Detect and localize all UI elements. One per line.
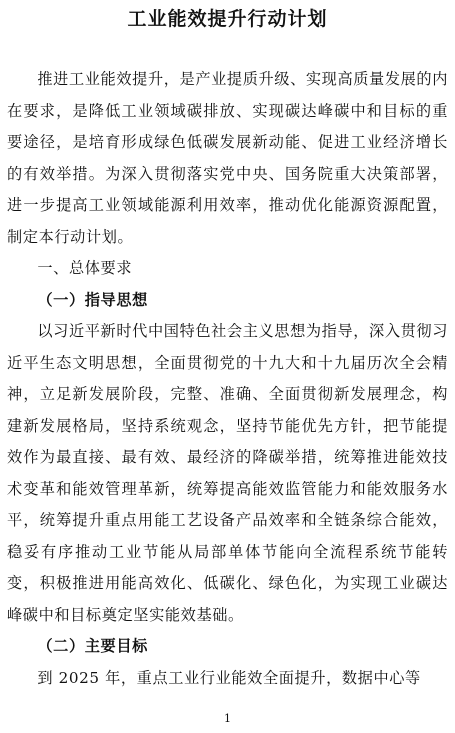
intro-paragraph: 推进工业能效提升，是产业提质升级、实现高质量发展的内在要求，是降低工业领域碳排放、实现碳达峰碳中和目标的重要途径，是培育形成绿色低碳发展新动能、促进工业经济增长的有效举措。为深入贯彻落实党中央、国务院重大决策部署，进一步提高工业领域能源利用效率，推动优化能源资源配置，制定本行动计划。 [7, 70, 448, 246]
subsection-heading-main-goals: （二）主要目标 [37, 637, 148, 655]
main-goals-paragraph: 到 2025 年，重点工业行业能效全面提升，数据中心等 [37, 668, 421, 687]
section-heading-general-requirements: 一、总体要求 [37, 259, 133, 277]
guiding-ideology-paragraph: 以习近平新时代中国特色社会主义思想为指导，深入贯彻习近平生态文明思想，全面贯彻党的十九大和十九届历次全会精神，立足新发展阶段，完整、准确、全面贯彻新发展理念，构建新发展格局，坚持系统观念，坚持节能优先方针，把节能提效作为最直接、最有效、最经济的降碳举措，统筹推进能效技术变革和能效管理革新，统筹提高能效监管能力和能效服务水平，统筹提升重点用能工艺设备产品效率和全链条综合能效，稳妥有序推动工业节能从局部单体节能向全流程系统节能转变，积极推进用能高效化、低碳化、绿色化，为实现工业碳达峰碳中和目标奠定坚实能效基础。 [7, 322, 448, 624]
document-title: 工业能效提升行动计划 [127, 8, 328, 30]
subsection-heading-guiding-ideology: （一）指导思想 [37, 290, 148, 309]
page-number: 1 [224, 712, 231, 725]
document-body [7, 64, 448, 694]
